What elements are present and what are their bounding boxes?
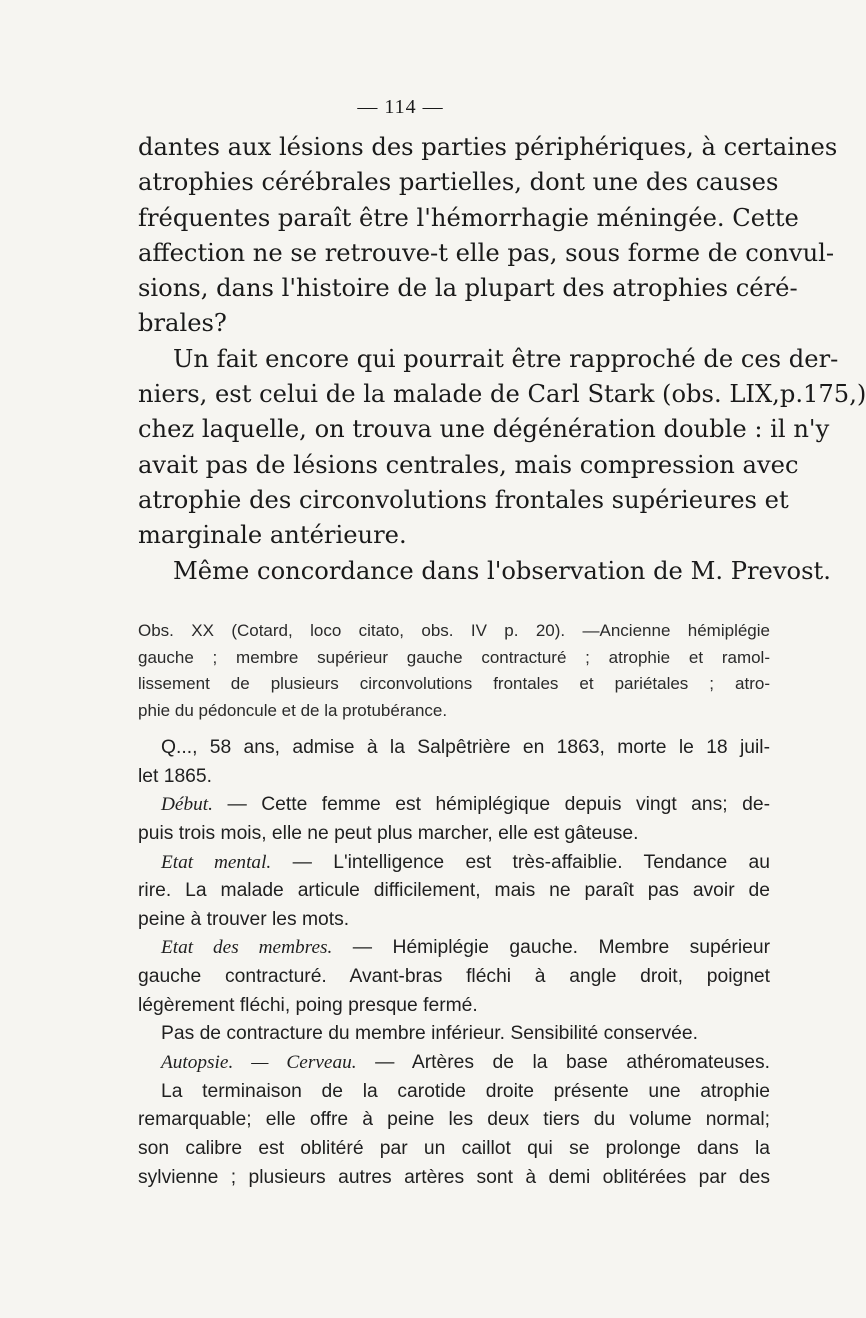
- case-line: [138, 1078, 770, 1107]
- section-heading: Début.: [161, 794, 213, 816]
- case-line-text: — Artères de la base athéromateuses.: [356, 1052, 770, 1074]
- text-line: fréquentes paraît être l'hémorrhagie méningée. Cette: [138, 203, 799, 232]
- case-line: [138, 1020, 770, 1049]
- obs-line: gauche ; membre supérieur gauche contracturé ; atrophie et ramol-: [138, 647, 770, 667]
- case-line-text: — L'intelligence est très-affaiblie. Tendance au: [271, 851, 770, 873]
- text-line: avait pas de lésions centrales, mais compression avec: [138, 450, 799, 479]
- case-line: [138, 734, 770, 763]
- text-line: affection ne se retrouve-t elle pas, sous forme de convul-: [138, 238, 835, 267]
- case-line: [138, 1049, 770, 1078]
- text-line: atrophies cérébrales partielles, dont une des causes: [138, 168, 779, 197]
- case-line-text: gauche contracturé. Avant-bras fléchi à angle droit, poignet: [138, 966, 770, 988]
- obs-line: lissement de plusieurs circonvolutions frontales et pariétales ; atro-: [138, 674, 770, 693]
- section-heading: Autopsie. — Cerveau.: [161, 1052, 357, 1074]
- case-line-text: sylvienne ; plusieurs autres artères sont à demi oblitérées par des: [138, 1166, 770, 1188]
- case-line: [138, 934, 770, 963]
- text-line: Un fait encore qui pourrait être rapproché de ces der-: [173, 344, 839, 373]
- text-line: atrophie des circonvolutions frontales supérieures et: [138, 485, 789, 514]
- case-line: [138, 992, 770, 1021]
- case-line: [138, 849, 770, 878]
- case-line: [138, 791, 770, 820]
- case-line-text: rire. La malade articule difficilement, mais ne paraît pas avoir de: [138, 880, 770, 902]
- case-line: [138, 1135, 770, 1164]
- case-line-text: Q..., 58 ans, admise à la Salpêtrière en 1863, morte le 18 juil-: [161, 737, 770, 758]
- observation-summary: [138, 618, 770, 724]
- text-line: chez laquelle, on trouva une dégénération double : il n'y: [138, 415, 830, 444]
- case-line-text: peine à trouver les mots.: [138, 908, 350, 930]
- case-line-text: La terminaison de la carotide droite présente une atrophie: [161, 1080, 770, 1102]
- case-line-text: — Hémiplégie gauche. Membre supérieur: [332, 937, 770, 959]
- obs-line: phie du pédoncule et de la protubérance.: [138, 700, 448, 720]
- text-line: marginale antérieure.: [138, 521, 407, 550]
- case-line: [138, 820, 770, 849]
- case-line: [138, 906, 770, 935]
- case-line: [138, 763, 770, 792]
- section-heading: Etat des membres.: [161, 937, 333, 959]
- case-line: [138, 1106, 770, 1135]
- case-line-text: puis trois mois, elle ne peut plus marcher, elle est gâteuse.: [138, 822, 639, 844]
- text-line: sions, dans l'histoire de la plupart des atrophies céré-: [138, 274, 798, 303]
- page-number: — 114 —: [357, 96, 444, 118]
- case-line: [138, 877, 770, 906]
- case-line-text: son calibre est oblitéré par un caillot qui se prolonge dans la: [138, 1137, 770, 1159]
- section-heading: Etat mental.: [161, 851, 272, 873]
- case-line-text: let 1865.: [138, 765, 212, 787]
- text-line: Même concordance dans l'observation de M. Prevost.: [173, 556, 831, 585]
- case-report: [138, 734, 770, 1192]
- case-line-text: légèrement fléchi, poing presque fermé.: [138, 994, 478, 1016]
- case-line-text: Pas de contracture du membre inférieur. Sensibilité conservée.: [161, 1023, 698, 1045]
- text-line: dantes aux lésions des parties périphériques, à certaines: [138, 133, 838, 161]
- case-line: [138, 963, 770, 992]
- case-line-text: remarquable; elle offre à peine les deux tiers du volume normal;: [138, 1109, 770, 1131]
- text-line: niers, est celui de la malade de Carl Stark (obs. LIX,p.175,): [138, 380, 866, 409]
- obs-line: Obs. XX (Cotard, loco citato, obs. IV p. 20). —Ancienne hémiplégie: [138, 621, 770, 640]
- main-paragraphs: [138, 130, 866, 589]
- text-line: brales?: [138, 309, 227, 338]
- case-line-text: — Cette femme est hémiplégique depuis vingt ans; de-: [212, 794, 770, 816]
- case-line: [138, 1164, 770, 1193]
